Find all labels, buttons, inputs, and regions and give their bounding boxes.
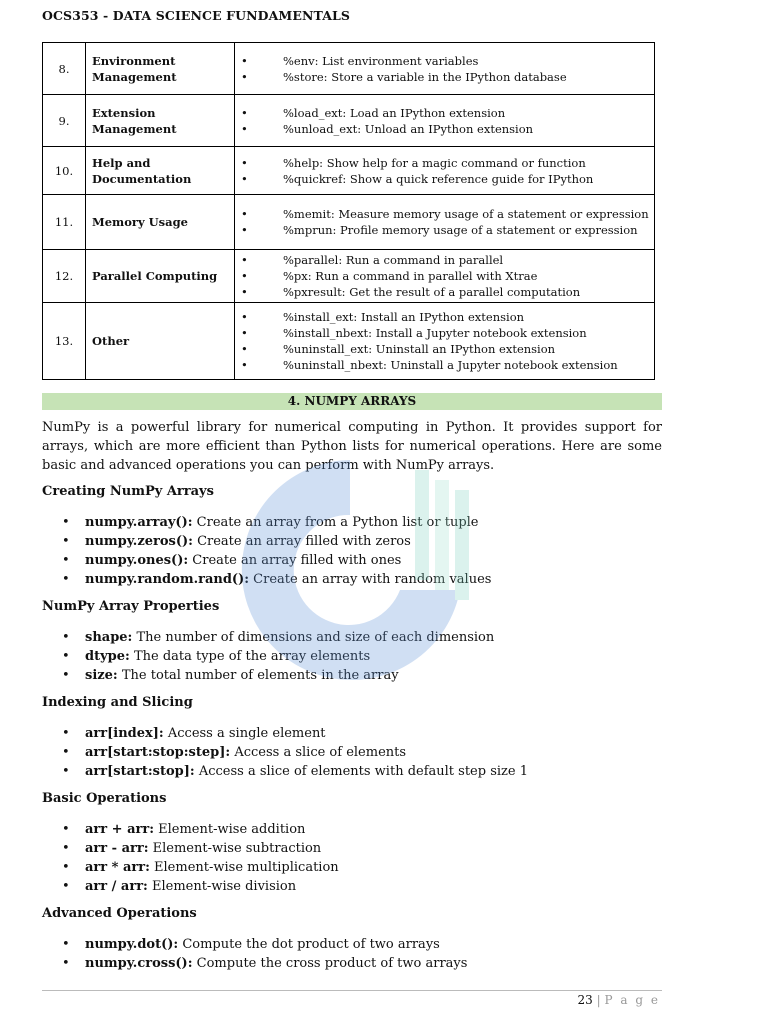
bullet-icon: •: [241, 155, 248, 170]
section-title: Advanced Operations: [42, 906, 197, 921]
item-description: Access a slice of elements: [230, 745, 407, 760]
section-list: [42, 513, 491, 589]
bullet-icon: •: [62, 534, 70, 549]
row-item: [241, 105, 654, 121]
intro-paragraph: NumPy is a powerful library for numerical computing in Python. It provides support for arrays, which are more efficient than Python lists for numerical operations. Here are some basic and advanced operations you can perform with NumPy arrays.: [42, 420, 662, 473]
row-item-text: %install_ext: Install an IPython extension: [283, 310, 525, 324]
item-description: The data type of the array elements: [129, 649, 371, 664]
item-term: arr[start:stop]:: [85, 764, 195, 779]
bullet-icon: •: [241, 358, 248, 372]
item-description: Element-wise subtraction: [148, 841, 322, 856]
item-term: numpy.random.rand():: [85, 572, 250, 587]
bullet-icon: •: [62, 841, 70, 856]
row-item: [241, 206, 654, 222]
list-item: [42, 743, 528, 762]
item-term: arr - arr:: [85, 841, 149, 856]
bullet-icon: •: [62, 822, 70, 837]
item-term: numpy.dot():: [85, 937, 179, 952]
row-category: Parallel Computing: [86, 250, 235, 303]
row-item-text: %uninstall_ext: Uninstall an IPython extension: [283, 342, 556, 356]
table-row: [43, 250, 655, 303]
row-item-text: %pxresult: Get the result of a parallel computation: [283, 285, 581, 299]
row-items: [235, 95, 655, 147]
bullet-icon: •: [62, 860, 70, 875]
list-item: [42, 839, 339, 858]
row-item: [241, 171, 654, 187]
row-item-text: %uninstall_nbext: Uninstall a Jupyter notebook extension: [283, 358, 618, 372]
page-number: [578, 993, 660, 1007]
row-category: Extension Management: [86, 95, 235, 147]
table-row: [43, 147, 655, 195]
row-number: 8.: [43, 43, 86, 95]
row-item-text: %parallel: Run a command in parallel: [283, 253, 504, 267]
list-item: [42, 954, 467, 973]
list-item: [42, 513, 491, 532]
bullet-icon: •: [62, 515, 70, 530]
bullet-icon: •: [62, 956, 70, 971]
footer-divider: [42, 990, 662, 991]
item-description: Create an array filled with ones: [188, 553, 402, 568]
bullet-icon: •: [241, 69, 248, 84]
bullet-icon: •: [241, 310, 248, 324]
row-item-text: %load_ext: Load an IPython extension: [283, 105, 506, 120]
bullet-icon: •: [62, 745, 70, 760]
list-item: [42, 666, 494, 685]
item-description: Element-wise multiplication: [149, 860, 339, 875]
bullet-icon: •: [241, 105, 248, 120]
row-number: 13.: [43, 303, 86, 380]
section-list: [42, 935, 467, 973]
list-item: [42, 628, 494, 647]
section-list: [42, 724, 528, 781]
row-item-text: %store: Store a variable in the IPython database: [283, 69, 567, 84]
item-term: numpy.zeros():: [85, 534, 193, 549]
row-category: Help and Documentation: [86, 147, 235, 195]
bullet-icon: •: [241, 253, 248, 267]
bullet-icon: •: [62, 764, 70, 779]
bullet-icon: •: [241, 171, 248, 186]
item-term: arr[start:stop:step]:: [85, 745, 231, 760]
list-item: [42, 724, 528, 743]
section-list: [42, 628, 494, 685]
row-items: [235, 147, 655, 195]
item-term: arr[index]:: [85, 726, 164, 741]
row-number: 10.: [43, 147, 86, 195]
page-number-value: 23: [577, 993, 593, 1007]
row-item: [241, 69, 654, 85]
bullet-icon: •: [62, 879, 70, 894]
list-item: [42, 532, 491, 551]
item-description: The total number of elements in the array: [117, 668, 399, 683]
bullet-icon: •: [241, 207, 248, 221]
row-item: [241, 341, 654, 357]
row-number: 12.: [43, 250, 86, 303]
row-item-text: %install_nbext: Install a Jupyter notebook extension: [283, 326, 587, 340]
bullet-icon: •: [241, 53, 248, 68]
row-item: [241, 284, 654, 300]
row-items: [235, 250, 655, 303]
table-row: [43, 43, 655, 95]
item-description: Compute the cross product of two arrays: [192, 956, 468, 971]
item-term: dtype:: [85, 649, 130, 664]
row-category: Other: [86, 303, 235, 380]
row-items: [235, 303, 655, 380]
item-description: Create an array filled with zeros: [192, 534, 411, 549]
bullet-icon: •: [241, 223, 248, 237]
list-item: [42, 820, 339, 839]
row-items: [235, 43, 655, 95]
row-item: [241, 325, 654, 341]
row-item-text: %memit: Measure memory usage of a statement or expression: [283, 207, 649, 221]
row-number: 11.: [43, 195, 86, 250]
bullet-icon: •: [241, 269, 248, 283]
page-separator: |: [596, 993, 601, 1007]
row-item: [241, 53, 654, 69]
section-banner: 4. NUMPY ARRAYS: [42, 393, 662, 410]
list-item: [42, 570, 491, 589]
list-item: [42, 647, 494, 666]
bullet-icon: •: [62, 630, 70, 645]
bullet-icon: •: [62, 668, 70, 683]
item-term: size:: [85, 668, 118, 683]
row-category: Environment Management: [86, 43, 235, 95]
bullet-icon: •: [241, 326, 248, 340]
list-item: [42, 858, 339, 877]
item-description: Compute the dot product of two arrays: [178, 937, 440, 952]
page-label: P a g e: [604, 993, 660, 1007]
bullet-icon: •: [62, 726, 70, 741]
item-description: Create an array from a Python list or tuple: [192, 515, 479, 530]
item-description: Create an array with random values: [249, 572, 492, 587]
table-row: [43, 195, 655, 250]
section-title: Basic Operations: [42, 791, 167, 806]
list-item: [42, 762, 528, 781]
item-term: numpy.ones():: [85, 553, 189, 568]
row-item: [241, 268, 654, 284]
row-item-text: %mprun: Profile memory usage of a statement or expression: [283, 223, 638, 237]
section-title: Indexing and Slicing: [42, 695, 193, 710]
item-description: Access a single element: [163, 726, 326, 741]
row-item: [241, 222, 654, 238]
row-item: [241, 121, 654, 137]
item-term: arr + arr:: [85, 822, 154, 837]
row-item: [241, 357, 654, 373]
page-header: OCS353 - DATA SCIENCE FUNDAMENTALS: [42, 8, 351, 23]
bullet-icon: •: [62, 649, 70, 664]
table-row: [43, 95, 655, 147]
item-term: numpy.cross():: [85, 956, 193, 971]
row-items: [235, 195, 655, 250]
table-row: [43, 303, 655, 380]
row-number: 9.: [43, 95, 86, 147]
row-item: [241, 155, 654, 171]
item-description: Element-wise division: [147, 879, 297, 894]
row-item-text: %help: Show help for a magic command or function: [283, 155, 586, 170]
magic-commands-table: [42, 42, 655, 380]
bullet-icon: •: [62, 553, 70, 568]
row-item-text: %env: List environment variables: [283, 53, 479, 68]
list-item: [42, 877, 339, 896]
section-title: NumPy Array Properties: [42, 599, 220, 614]
bullet-icon: •: [241, 121, 248, 136]
item-term: arr * arr:: [85, 860, 150, 875]
item-term: arr / arr:: [85, 879, 148, 894]
item-description: Element-wise addition: [154, 822, 306, 837]
list-item: [42, 935, 467, 954]
bullet-icon: •: [62, 937, 70, 952]
row-category: Memory Usage: [86, 195, 235, 250]
item-description: The number of dimensions and size of each dimension: [132, 630, 495, 645]
row-item-text: %quickref: Show a quick reference guide for IPython: [283, 171, 594, 186]
bullet-icon: •: [62, 572, 70, 587]
item-term: shape:: [85, 630, 133, 645]
row-item: [241, 309, 654, 325]
section-title: Creating NumPy Arrays: [42, 484, 214, 499]
bullet-icon: •: [241, 285, 248, 299]
list-item: [42, 551, 491, 570]
row-item: [241, 252, 654, 268]
row-item-text: %px: Run a command in parallel with Xtrae: [283, 269, 538, 283]
section-list: [42, 820, 339, 896]
item-term: numpy.array():: [85, 515, 193, 530]
row-item-text: %unload_ext: Unload an IPython extension: [283, 121, 534, 136]
bullet-icon: •: [241, 342, 248, 356]
item-description: Access a slice of elements with default step size 1: [194, 764, 528, 779]
